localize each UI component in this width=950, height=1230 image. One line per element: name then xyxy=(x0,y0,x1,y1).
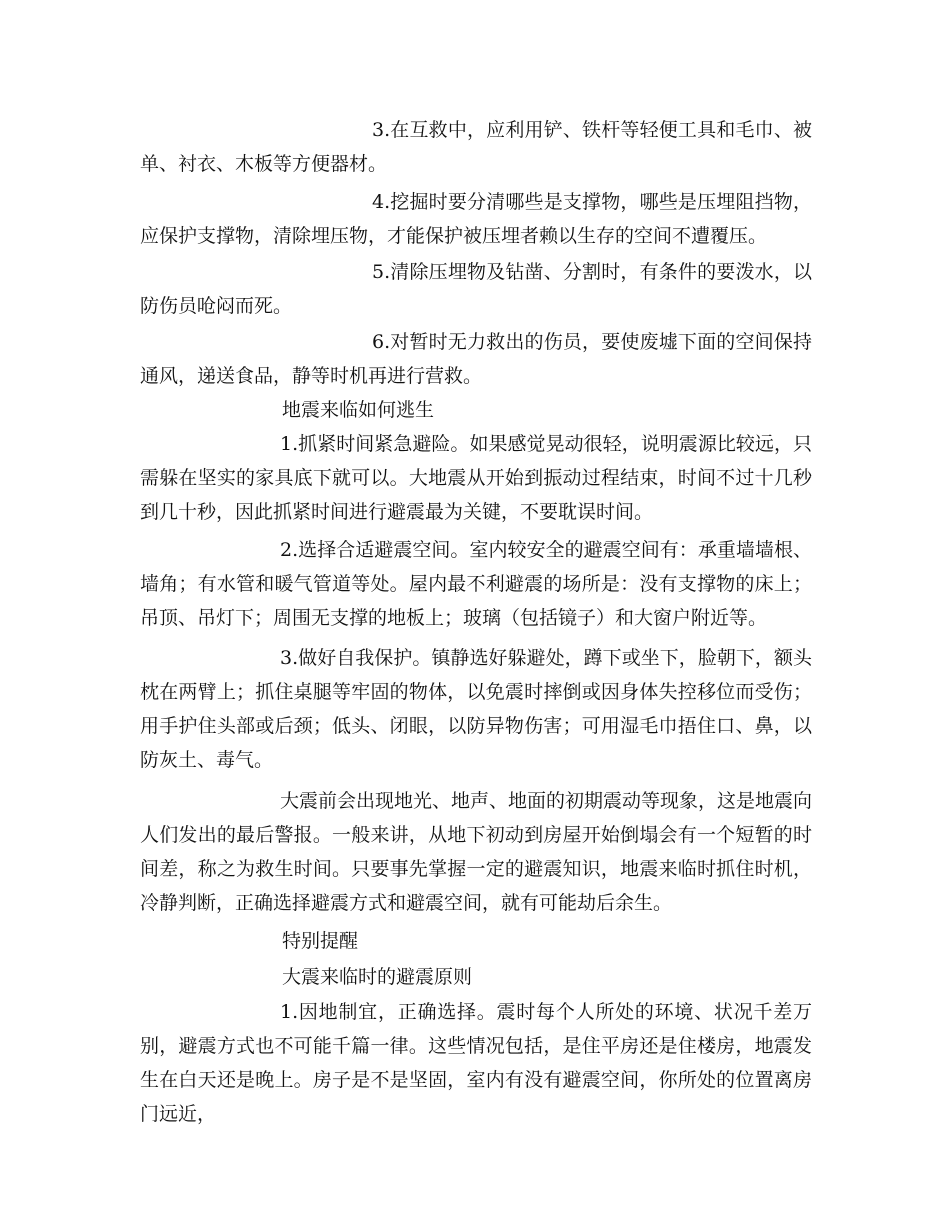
paragraph-digging-support: 4.挖掘时要分清哪些是支撑物，哪些是压埋阻挡物，应保护支撑物，清除埋压物，才能保护被压埋者赖以生存的空间不遭覆压。 xyxy=(140,191,812,247)
paragraph-trapped-wounded: 6.对暂时无力救出的伤员，要使废墟下面的空间保持通风，递送食品，静等时机再进行营救。 xyxy=(140,331,812,387)
paragraph-self-protection: 3.做好自我保护。镇静选好躲避处，蹲下或坐下，脸朝下，额头枕在两臂上；抓住桌腿等牢固的物体，以免震时摔倒或因身体失控移位而受伤；用手护住头部或后颈；低头、闭眼，以防异物伤害；可用湿毛巾捂住口、鼻，以防灰土、毒气。 xyxy=(140,647,812,771)
heading-principles: 大震来临时的避震原则 xyxy=(282,966,473,988)
paragraph-choose-space: 2.选择合适避震空间。室内较安全的避震空间有：承重墙墙根、墙角；有水管和暖气管道等处。屋内最不利避震的场所是：没有支撑物的床上；吊顶、吊灯下；周围无支撑的地板上；玻璃（包括镜子）和大窗户附近等。 xyxy=(140,539,812,629)
paragraph-seize-time: 1.抓紧时间紧急避险。如果感觉晃动很轻，说明震源比较远，只需躲在坚实的家具底下就可以。大地震从开始到振动过程结束，时间不过十几秒到几十秒，因此抓紧时间进行避震最为关键，不要耽误时间。 xyxy=(140,433,812,523)
heading-special-reminder: 特别提醒 xyxy=(282,930,359,952)
paragraph-adapt-locally: 1.因地制宜，正确选择。震时每个人所处的环境、状况千差万别，避震方式也不可能千篇一律。这些情况包括，是住平房还是住楼房，地震发生在白天还是晚上。房子是不是坚固，室内有没有避震空间，你所处的位置离房门远近， xyxy=(140,1001,812,1125)
paragraph-warning-signs: 大震前会出现地光、地声、地面的初期震动等现象，这是地震向人们发出的最后警报。一般来讲，从地下初动到房屋开始倒塌会有一个短暂的时间差，称之为救生时间。只要事先掌握一定的避震知识，地震来临时抓住时机，冷静判断，正确选择避震方式和避震空间，就有可能劫后余生。 xyxy=(140,790,813,914)
paragraph-rescue-tools: 3.在互救中，应利用铲、铁杆等轻便工具和毛巾、被单、衬衣、木板等方便器材。 xyxy=(140,119,812,175)
heading-escape: 地震来临如何逃生 xyxy=(282,399,435,421)
paragraph-water-spray: 5.清除压埋物及钻凿、分割时，有条件的要泼水，以防伤员呛闷而死。 xyxy=(140,261,812,317)
